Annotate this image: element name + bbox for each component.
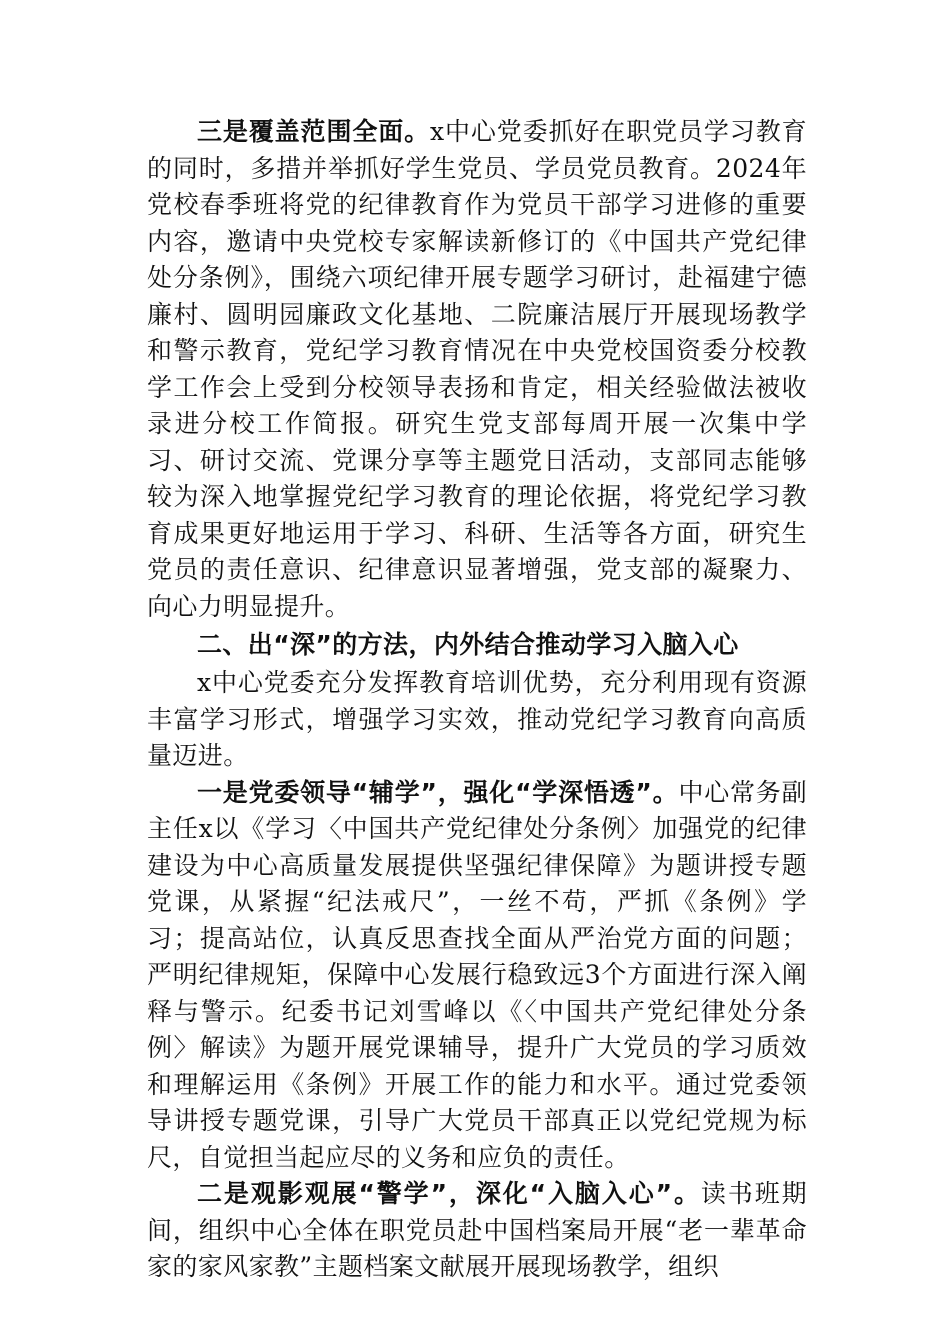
paragraph-text: x中心党委抓好在职党员学习教育的同时，多措并举抓好学生党员、学员党员教育。2024年党校春季班将党的纪律教育作为党员干部学习进修的重要内容，邀请中央党校专家解读新修订的《中国共产党纪律处分条例》，围绕六项纪律开展专题学习研讨，赴福建宁德廉村、圆明园廉政文化基地、二院廉洁展厅开展现场教学和警示教育，党纪学习教育情况在中央党校国资委分校教学工作会上受到分校领导表扬和肯定，相关经验做法被收录进分校工作简报。研究生党支部每周开展一次集中学习、研讨交流、党课分享等主题党日活动，支部同志能够较为深入地掌握党纪学习教育的理论依据，将党纪学习教育成果更好地运用于学习、科研、生活等各方面，研究生党员的责任意识、纪律意识显著增强，党支部的凝聚力、向心力明显提升。: [147, 117, 807, 621]
paragraph-text: 中心常务副主任x以《学习〈中国共产党纪律处分条例〉加强党的纪律建设为中心高质量发展提供坚强纪律保障》为题讲授专题党课，从紧握“纪法戒尺”，一丝不苟，严抓《条例》学习；提高站位，认真反思查找全面从严治党方面的问题；严明纪律规矩，保障中心发展行稳致远3个方面进行深入阐释与警示。纪委书记刘雪峰以《〈中国共产党纪律处分条例〉解读》为题开展党课辅导，提升广大党员的学习质效和理解运用《条例》开展工作的能力和水平。通过党委领导讲授专题党课，引导广大党员干部真正以党纪党规为标尺，自觉担当起应尽的义务和应负的责任。: [147, 777, 807, 1172]
paragraph-lead: 三是覆盖范围全面。: [197, 117, 431, 146]
paragraph-section-intro: [147, 665, 807, 775]
paragraph-text: 读书班期间，组织中心全体在职党员赴中国档案局开展“老一辈革命家的家风家教”主题档案文献展开展现场教学，组织: [147, 1179, 807, 1281]
paragraph-lead: 二是观影观展“警学”，深化“入脑入心”。: [197, 1179, 701, 1208]
paragraph-lead: 一是党委领导“辅学”，强化“学深悟透”。: [197, 777, 679, 807]
paragraph-leadership-study: [147, 775, 807, 1177]
paragraph-exhibition-study: [147, 1176, 807, 1286]
paragraph-coverage: [147, 114, 807, 625]
paragraph-text: x中心党委充分发挥教育培训优势，充分利用现有资源丰富学习形式，增强学习实效，推动党纪学习教育向高质量迈进。: [147, 668, 807, 770]
document-body: [147, 114, 807, 1286]
section-heading-2: 二、出“深”的方法，内外结合推动学习入脑入心: [197, 630, 739, 659]
